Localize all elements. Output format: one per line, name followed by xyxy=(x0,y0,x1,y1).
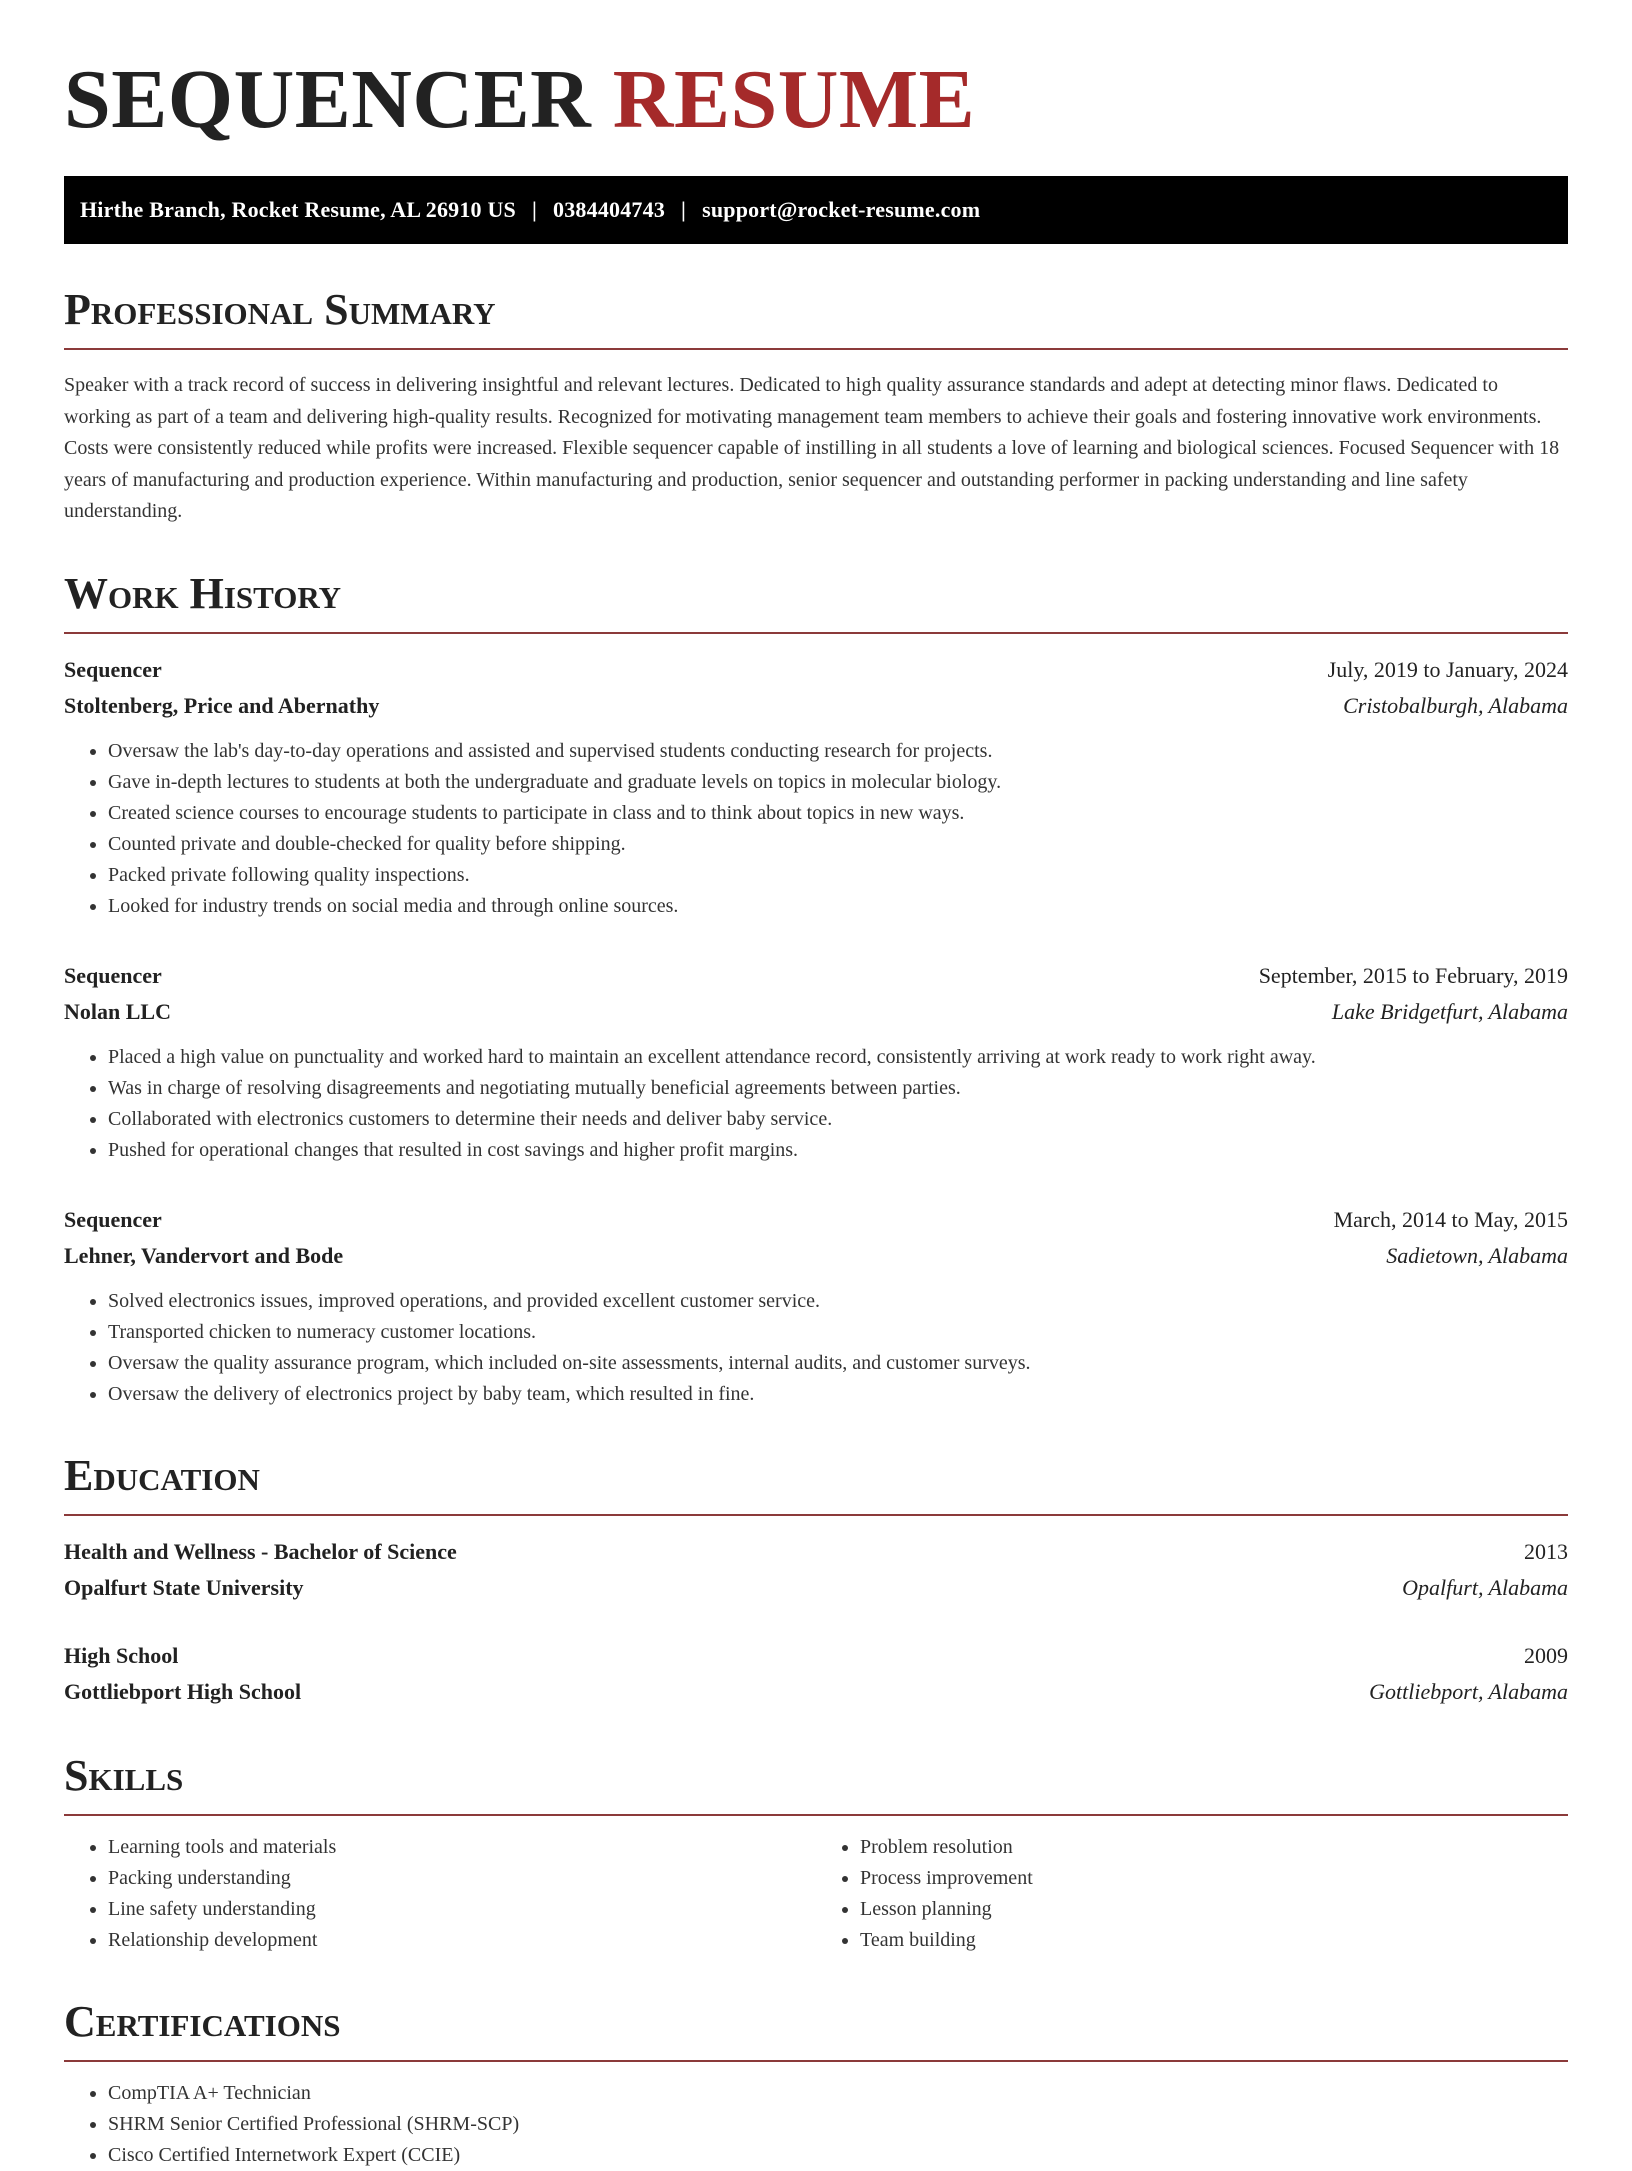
summary-section xyxy=(64,285,1568,528)
job-location: Sadietown, Alabama xyxy=(1386,1242,1568,1268)
resume-title xyxy=(64,53,1568,146)
summary-text: Speaker with a track record of success in delivering insightful and relevant lectures. Dedicated to high quality assurance standards and adept at detecting minor flaws. Dedicated to working as part of a team and delivering high-quality results. Recognized for motivating management team members to achieve their goals and fostering innovative work environments. Costs were consistently reduced while profits were increased. Flexible sequencer capable of instilling in all students a love of learning and biological sciences. Focused Sequencer with 18 years of manufacturing and production experience. Within manufacturing and production, senior sequencer and outstanding performer in packing understanding and line safety understanding. xyxy=(64,374,1560,522)
job-bullet: • Created science courses to encourage students to participate in class and to think about topics in new ways. xyxy=(108,798,1568,829)
skills-heading: Skills xyxy=(64,1754,1568,1816)
job-bullet: • Placed a high value on punctuality and worked hard to maintain an excellent attendance record, consistently arriving at work ready to work right away. xyxy=(108,1042,1568,1073)
education-degree: High School xyxy=(64,1642,179,1668)
job-entry xyxy=(64,1202,1568,1410)
job-bullet: • Looked for industry trends on social media and through online sources. xyxy=(108,891,1568,922)
resume-page xyxy=(64,53,1568,2171)
skills-list-right xyxy=(816,1832,1568,1956)
job-bullets xyxy=(64,1286,1568,1410)
job-bullet: • Solved electronics issues, improved operations, and provided excellent customer service. xyxy=(108,1286,1568,1317)
job-bullet: • Oversaw the delivery of electronics project by baby team, which resulted in fine. xyxy=(108,1379,1568,1410)
education-entry xyxy=(64,1638,1568,1710)
education-year: 2009 xyxy=(1524,1642,1568,1668)
education-school: Gottliebport High School xyxy=(64,1678,302,1704)
job-bullet: • Counted private and double-checked for quality before shipping. xyxy=(108,829,1568,860)
job-title: Sequencer xyxy=(64,656,162,682)
skill-item: • Learning tools and materials xyxy=(108,1832,816,1863)
job-company: Lehner, Vandervort and Bode xyxy=(64,1242,344,1268)
education-degree: Health and Wellness - Bachelor of Science xyxy=(64,1538,457,1564)
job-entry xyxy=(64,958,1568,1166)
job-bullet: • Pushed for operational changes that resulted in cost savings and higher profit margins. xyxy=(108,1135,1568,1166)
job-company: Nolan LLC xyxy=(64,998,171,1024)
title-accent: RESUME xyxy=(612,53,976,146)
job-dates: July, 2019 to January, 2024 xyxy=(1327,656,1568,682)
skills-list-left xyxy=(64,1832,816,1956)
skill-item: • Packing understanding xyxy=(108,1863,816,1894)
skill-item: • Team building xyxy=(860,1925,1568,1956)
title-main: SEQUENCER xyxy=(64,53,592,146)
certification-item: • SHRM Senior Certified Professional (SHRM-SCP) xyxy=(108,2109,1568,2140)
education-heading: Education xyxy=(64,1454,1568,1516)
certifications-section xyxy=(64,1996,1568,2171)
certification-item: • CompTIA A+ Technician xyxy=(108,2078,1568,2109)
skill-item: • Relationship development xyxy=(108,1925,816,1956)
job-bullets xyxy=(64,736,1568,922)
job-dates: March, 2014 to May, 2015 xyxy=(1333,1206,1568,1232)
job-bullets xyxy=(64,1042,1568,1166)
job-entry xyxy=(64,652,1568,922)
education-section xyxy=(64,1450,1568,1710)
work-history-heading: Work History xyxy=(64,572,1568,634)
contact-address: Hirthe Branch, Rocket Resume, AL 26910 US xyxy=(80,197,516,222)
job-bullet: • Collaborated with electronics customers to determine their needs and deliver baby service. xyxy=(108,1104,1568,1135)
job-bullet: • Transported chicken to numeracy customer locations. xyxy=(108,1317,1568,1348)
contact-separator: | xyxy=(531,197,538,222)
job-location: Lake Bridgetfurt, Alabama xyxy=(1331,998,1568,1024)
skill-item: • Lesson planning xyxy=(860,1894,1568,1925)
job-location: Cristobalburgh, Alabama xyxy=(1343,692,1568,718)
work-history-section xyxy=(64,568,1568,1410)
education-year: 2013 xyxy=(1524,1538,1568,1564)
skill-item: • Problem resolution xyxy=(860,1832,1568,1863)
education-entry xyxy=(64,1534,1568,1606)
job-bullet: • Was in charge of resolving disagreements and negotiating mutually beneficial agreements between parties. xyxy=(108,1073,1568,1104)
contact-phone: 0384404743 xyxy=(553,197,666,222)
summary-heading: Professional Summary xyxy=(64,288,1568,350)
skill-item: • Line safety understanding xyxy=(108,1894,816,1925)
skill-item: • Process improvement xyxy=(860,1863,1568,1894)
certifications-heading: Certifications xyxy=(64,2000,1568,2062)
job-bullet: • Oversaw the quality assurance program, which included on-site assessments, internal audits, and customer surveys. xyxy=(108,1348,1568,1379)
job-bullet: • Gave in-depth lectures to students at both the undergraduate and graduate levels on topics in molecular biology. xyxy=(108,767,1568,798)
certification-item: • Cisco Certified Internetwork Expert (CCIE) xyxy=(108,2140,1568,2171)
contact-separator: | xyxy=(681,197,687,222)
contact-email: support@rocket-resume.com xyxy=(702,197,981,222)
education-location: Gottliebport, Alabama xyxy=(1369,1678,1568,1704)
contact-bar xyxy=(64,176,1568,244)
skills-grid xyxy=(64,1832,1568,1956)
job-bullet: • Packed private following quality inspections. xyxy=(108,860,1568,891)
job-bullet: • Oversaw the lab's day-to-day operations and assisted and supervised students conducting research for projects. xyxy=(108,736,1568,767)
skills-section xyxy=(64,1750,1568,1956)
certifications-list xyxy=(64,2078,1568,2171)
job-dates: September, 2015 to February, 2019 xyxy=(1258,962,1568,988)
education-school: Opalfurt State University xyxy=(64,1574,304,1600)
job-title: Sequencer xyxy=(64,962,162,988)
job-company: Stoltenberg, Price and Abernathy xyxy=(64,692,380,718)
job-title: Sequencer xyxy=(64,1206,162,1232)
education-location: Opalfurt, Alabama xyxy=(1402,1574,1568,1600)
